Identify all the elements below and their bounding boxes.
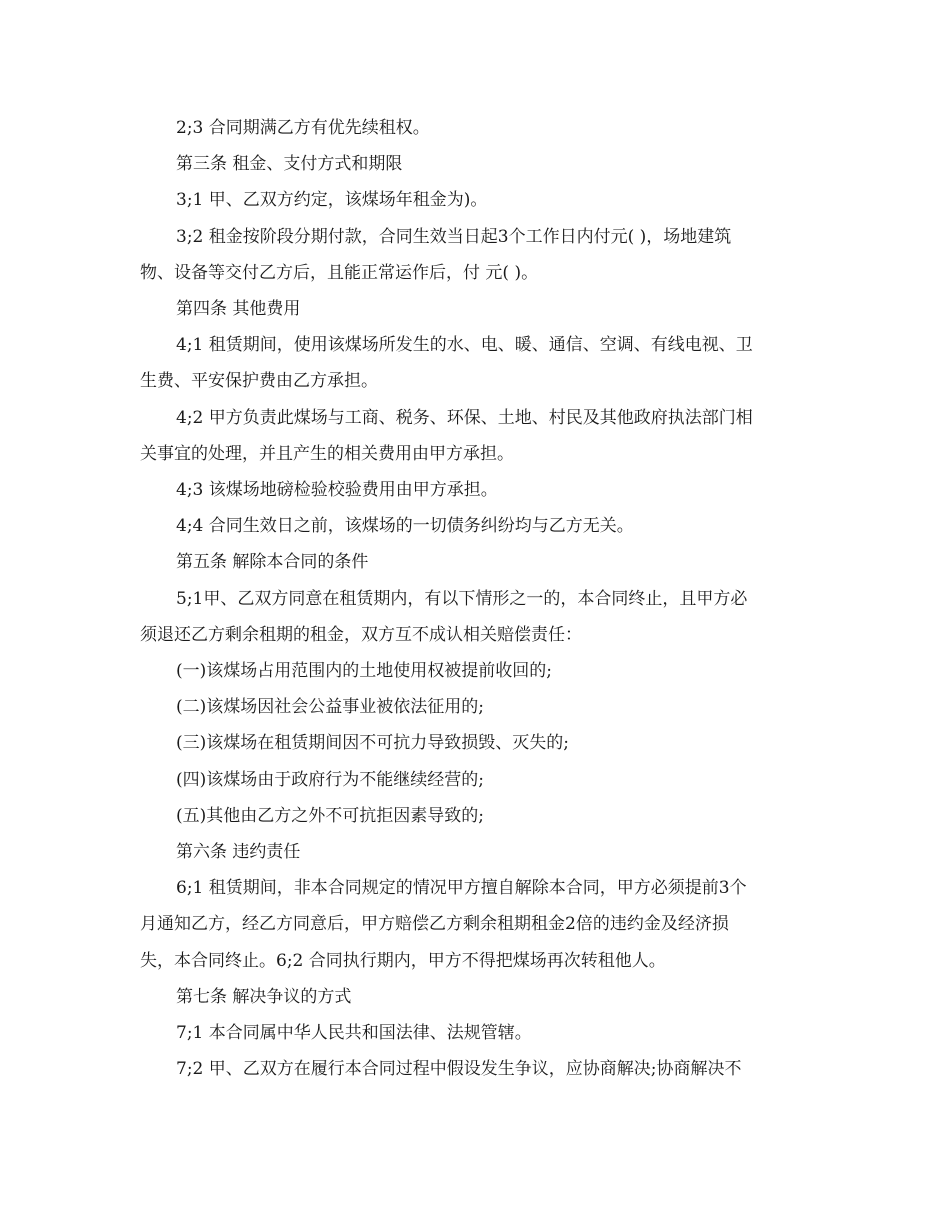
text-line: 须退还乙方剩余租期的租金，双方互不成认相关赔偿责任： <box>140 624 582 645</box>
text-line: 第四条 其他费用 <box>176 299 301 320</box>
text-line: 月通知乙方，经乙方同意后，甲方赔偿乙方剩余租期租金2倍的违约金及经济损 <box>140 914 729 935</box>
text-line: 7;1 本合同属中华人民共和国法律、法规管辖。 <box>176 1023 532 1044</box>
text-line: 6;1 租赁期间，非本合同规定的情况甲方擅自解除本合同，甲方必须提前3个 <box>176 878 747 899</box>
text-line: 4;1 租赁期间，使用该煤场所发生的水、电、暖、通信、空调、有线电视、卫 <box>176 335 753 356</box>
text-line: 5;1甲、乙双方同意在租赁期内，有以下情形之一的，本合同终止，且甲方必 <box>176 588 748 609</box>
text-line: (四)该煤场由于政府行为不能继续经营的; <box>176 769 484 790</box>
text-line: 4;4 合同生效日之前，该煤场的一切债务纠纷均与乙方无关。 <box>176 516 634 537</box>
text-line: (二)该煤场因社会公益事业被依法征用的; <box>176 697 484 718</box>
text-line: 生费、平安保护费由乙方承担。 <box>140 371 378 392</box>
text-line: (五)其他由乙方之外不可抗拒因素导致的; <box>176 805 484 826</box>
text-line: 2;3 合同期满乙方有优先续租权。 <box>176 118 430 138</box>
text-line: (一)该煤场占用范围内的土地使用权被提前收回的; <box>176 661 552 682</box>
text-line: 3;1 甲、乙双方约定，该煤场年租金为)。 <box>176 190 488 211</box>
text-line: 7;2 甲、乙双方在履行本合同过程中假设发生争议，应协商解决;协商解决不 <box>176 1059 742 1080</box>
document-page <box>140 110 815 1087</box>
text-line: 关事宜的处理，并且产生的相关费用由甲方承担。 <box>140 443 514 464</box>
text-line: 失，本合同终止。6;2 合同执行期内，甲方不得把煤场再次转租他人。 <box>140 950 666 971</box>
text-line: (三)该煤场在租赁期间因不可抗力导致损毁、灭失的; <box>176 733 569 754</box>
text-line: 4;3 该煤场地磅检验校验费用由甲方承担。 <box>176 480 498 501</box>
text-line: 第五条 解除本合同的条件 <box>176 552 369 573</box>
text-line: 第三条 租金、支付方式和期限 <box>176 154 403 175</box>
text-line: 3;2 租金按阶段分期付款，合同生效当日起3个工作日内付元( )，场地建筑 <box>176 226 732 247</box>
text-line: 第七条 解决争议的方式 <box>176 986 352 1007</box>
text-line: 第六条 违约责任 <box>176 842 301 863</box>
text-line: 4;2 甲方负责此煤场与工商、税务、环保、土地、村民及其他政府执法部门相 <box>176 407 753 428</box>
text-line: 物、设备等交付乙方后，且能正常运作后，付 元( )。 <box>140 262 539 283</box>
